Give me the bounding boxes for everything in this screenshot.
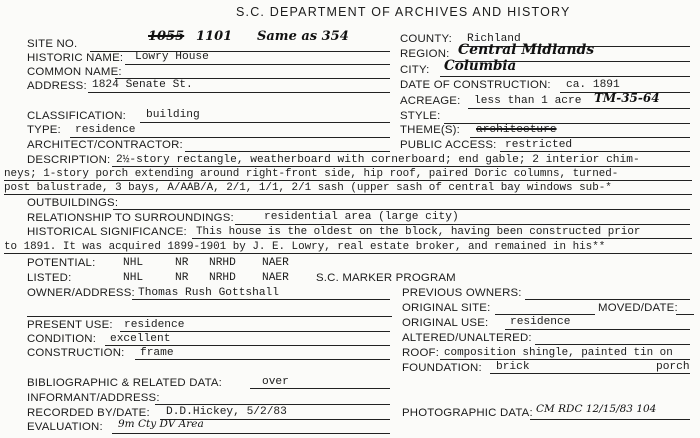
date-of-construction-value[interactable]: ca. 1891 <box>566 79 620 91</box>
city-line <box>440 76 690 77</box>
public-access-label: PUBLIC ACCESS: <box>400 139 497 151</box>
original-site-label: ORIGINAL SITE: <box>402 302 491 314</box>
condition-label: CONDITION: <box>27 333 97 345</box>
original-use-label: ORIGINAL USE: <box>402 317 489 329</box>
present-use-label: PRESENT USE: <box>27 319 113 331</box>
original-site-line <box>495 314 595 315</box>
recorded-by-label: RECORDED BY/DATE: <box>27 407 150 419</box>
site-no-label: SITE NO. <box>27 38 78 50</box>
potential-label: POTENTIAL: <box>27 257 96 269</box>
acreage-line <box>468 108 690 109</box>
description-rule-3 <box>4 194 692 195</box>
architect-label: ARCHITECT/CONTRACTOR: <box>27 139 183 151</box>
address-value[interactable]: 1824 Senate St. <box>92 79 193 91</box>
relationship-value[interactable]: residential area (large city) <box>264 211 459 223</box>
photographic-data-line <box>530 419 690 420</box>
historic-name-value[interactable]: Lowry House <box>135 51 209 63</box>
bibliographic-label: BIBLIOGRAPHIC & RELATED DATA: <box>27 377 223 389</box>
site-no-struck: 1055 <box>148 29 185 44</box>
construction-label: CONSTRUCTION: <box>27 347 125 359</box>
bibliographic-line <box>250 388 390 389</box>
listed-nr[interactable]: NR <box>175 272 189 284</box>
address-line <box>88 92 390 93</box>
construction-value[interactable]: frame <box>140 347 174 359</box>
photographic-data-label: PHOTOGRAPHIC DATA: <box>402 407 533 419</box>
evaluation-value[interactable]: 9m Cty DV Area <box>118 418 204 430</box>
informant-line <box>155 404 390 405</box>
present-use-line <box>120 331 390 332</box>
historic-name-line <box>125 64 390 65</box>
original-use-value[interactable]: residence <box>510 316 571 328</box>
classification-label: CLASSIFICATION: <box>27 110 126 122</box>
type-value[interactable]: residence <box>75 124 136 136</box>
altered-label: ALTERED/UNALTERED: <box>402 332 532 344</box>
listed-nhl[interactable]: NHL <box>123 272 144 284</box>
public-access-value[interactable]: restricted <box>505 139 573 151</box>
description-rule-2 <box>4 180 692 181</box>
bibliographic-value[interactable]: over <box>262 376 289 388</box>
type-line <box>70 137 390 138</box>
themes-value[interactable]: architecture <box>476 124 557 136</box>
moved-date-line <box>676 314 694 315</box>
relationship-label: RELATIONSHIP TO SURROUNDINGS: <box>27 212 234 224</box>
moved-date-label: MOVED/DATE: <box>598 302 678 314</box>
historical-significance-label: HISTORICAL SIGNIFICANCE: <box>27 226 187 238</box>
public-access-line <box>500 151 690 152</box>
foundation-label: FOUNDATION: <box>402 362 482 374</box>
original-use-line <box>505 329 690 330</box>
evaluation-line <box>112 433 390 434</box>
outbuildings-line <box>113 209 690 210</box>
foundation-line <box>490 373 690 374</box>
owner-address-value[interactable]: Thomas Rush Gottshall <box>138 287 279 299</box>
recorded-by-value[interactable]: D.D.Hickey, 5/2/83 <box>166 406 287 418</box>
previous-owners-label: PREVIOUS OWNERS: <box>402 287 522 299</box>
evaluation-label: EVALUATION: <box>27 421 103 433</box>
city-value[interactable]: Columbia <box>444 58 517 74</box>
address-label: ADDRESS: <box>27 80 87 92</box>
type-label: TYPE: <box>27 124 61 136</box>
site-no-value: 1101 <box>196 29 233 44</box>
county-value[interactable]: Richland <box>467 33 521 45</box>
listed-label: LISTED: <box>27 272 72 284</box>
owner-address-label: OWNER/ADDRESS: <box>27 287 135 299</box>
county-label: COUNTY: <box>400 33 453 45</box>
relationship-line <box>235 224 690 225</box>
description-line-2[interactable]: neys; 1-story porch extending around right-front side, hip roof, paired Doric columns, turned- <box>4 168 619 180</box>
outbuildings-label: OUTBUILDINGS: <box>27 197 119 209</box>
description-line-1[interactable]: 2½-story rectangle, weatherboard with cornerboard; end gable; 2 interior chim- <box>116 154 640 166</box>
style-label: STYLE: <box>400 110 441 122</box>
foundation-value[interactable]: brick <box>496 361 530 373</box>
present-use-value[interactable]: residence <box>124 319 185 331</box>
sc-marker-program[interactable]: S.C. MARKER PROGRAM <box>316 272 456 284</box>
roof-extra[interactable]: porch <box>656 361 690 373</box>
owner-address-line <box>132 299 390 300</box>
region-label: REGION: <box>400 48 450 60</box>
roof-line <box>440 359 690 360</box>
historical-significance-rule-1 <box>192 238 692 239</box>
listed-nrhd[interactable]: NRHD <box>209 272 236 284</box>
condition-value[interactable]: excellent <box>110 333 171 345</box>
common-name-label: COMMON NAME: <box>27 66 122 78</box>
architect-line <box>185 151 390 152</box>
form-header: S.C. DEPARTMENT OF ARCHIVES AND HISTORY <box>236 5 571 19</box>
historical-significance-line-1[interactable]: This house is the oldest on the block, having been constructed prior <box>196 226 641 238</box>
description-line-3[interactable]: post balustrade, 3 bays, A/AAB/A, 2/1, 1/1, 2/1 sash (upper sash of central bay windows sub-* <box>4 182 612 194</box>
altered-line <box>535 344 690 345</box>
condition-line <box>105 345 390 346</box>
description-label: DESCRIPTION: <box>27 154 111 166</box>
roof-label: ROOF: <box>402 347 440 359</box>
construction-line <box>135 359 390 360</box>
classification-value[interactable]: building <box>146 109 200 121</box>
acreage-value[interactable]: less than 1 acre <box>474 95 582 107</box>
site-no-note: Same as 354 <box>257 29 349 44</box>
city-label: CITY: <box>400 64 430 76</box>
photographic-data-value[interactable]: CM RDC 12/15/83 104 <box>536 403 657 415</box>
themes-label: THEME(S): <box>400 124 461 136</box>
themes-line <box>470 137 690 138</box>
potential-nrhd[interactable]: NRHD <box>209 257 236 269</box>
classification-line <box>140 122 390 123</box>
historic-name-label: HISTORIC NAME: <box>27 52 124 64</box>
historical-significance-line-2[interactable]: to 1891. It was acquired 1899-1901 by J. E. Lowry, real estate broker, and remained in his** <box>4 241 606 253</box>
potential-nhl[interactable]: NHL <box>123 257 144 269</box>
listed-naer[interactable]: NAER <box>262 272 289 284</box>
potential-nr[interactable]: NR <box>175 257 189 269</box>
region-value[interactable]: Central Midlands <box>458 42 595 58</box>
informant-label: INFORMANT/ADDRESS: <box>27 392 160 404</box>
date-of-construction-label: DATE OF CONSTRUCTION: <box>400 79 551 91</box>
acreage-handwritten: TM-35-64 <box>594 91 660 105</box>
roof-value[interactable]: composition shingle, painted tin on <box>444 347 673 359</box>
section-divider <box>27 316 392 317</box>
acreage-label: ACREAGE: <box>400 95 461 107</box>
previous-owners-line <box>525 299 690 300</box>
description-rule-1 <box>112 166 690 167</box>
historical-significance-rule-2 <box>4 253 692 254</box>
potential-naer[interactable]: NAER <box>262 257 289 269</box>
